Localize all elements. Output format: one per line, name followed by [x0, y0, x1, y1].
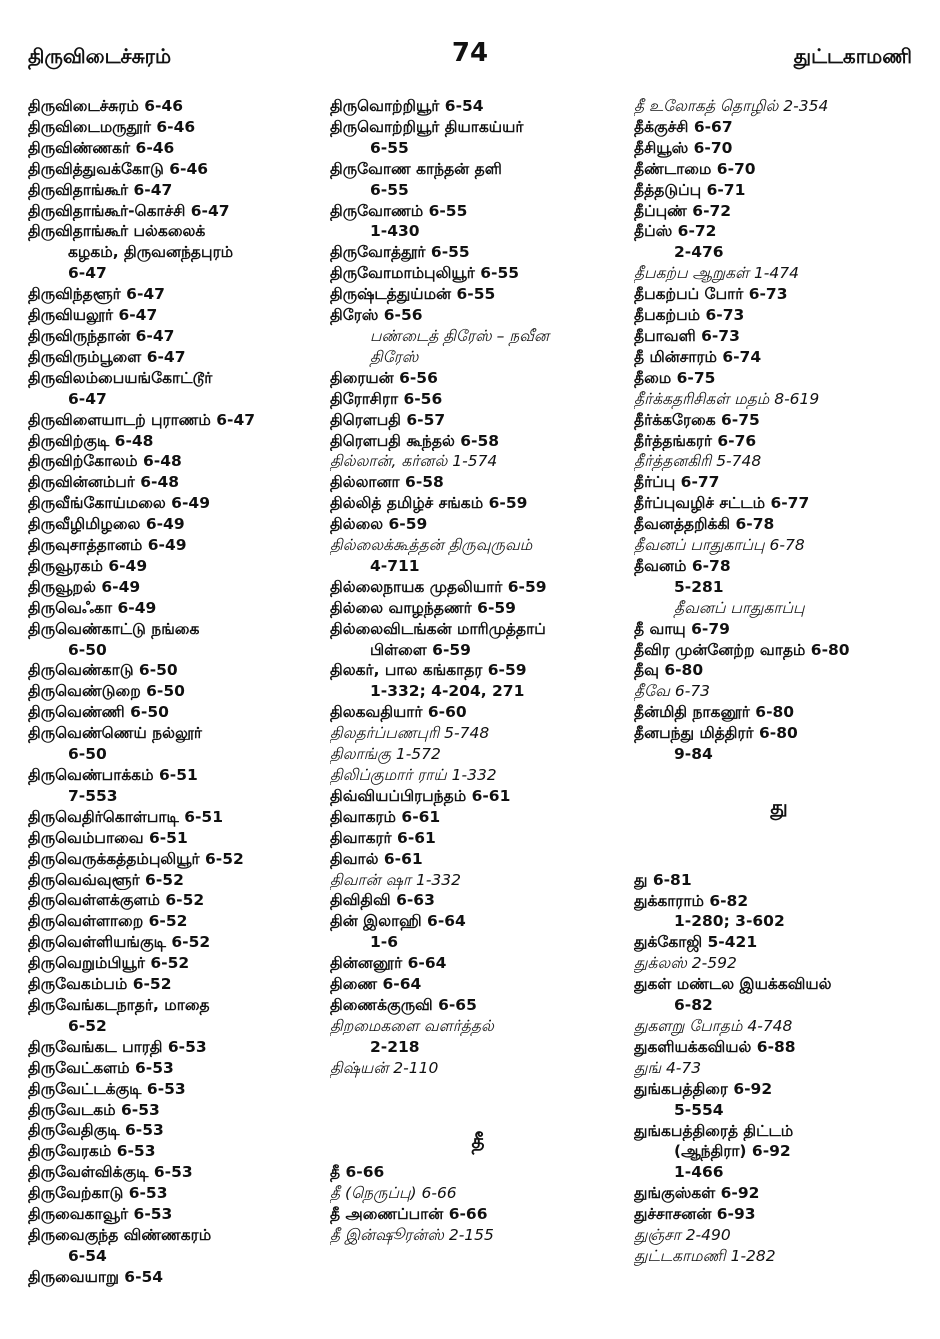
- index-column-1: [28, 96, 318, 1288]
- index-entry: திருவேகம்பம் 6-52: [28, 975, 172, 994]
- index-entry: துச்சாசனன் 6-93: [634, 1205, 756, 1224]
- index-entry-continuation: 2-218: [370, 1037, 420, 1056]
- index-entry: தீபகற்பம் 6-73: [634, 306, 745, 325]
- index-entry: திரேஸ் 6-56: [330, 306, 423, 325]
- index-entry: திருவேடகம் 6-53: [28, 1100, 160, 1119]
- index-entry-continuation: 1-280; 3-602: [674, 912, 785, 931]
- index-entry: திருவொற்றியூர் தியாகய்யர்: [330, 117, 524, 136]
- index-entry: திலகவதியார் 6-60: [330, 703, 467, 722]
- index-entry-continuation: 6-82: [674, 996, 713, 1015]
- index-entry: திரையன் 6-56: [330, 368, 438, 387]
- index-entry: தீபகற்ப ஆறுகள் 1-474: [634, 264, 799, 283]
- index-entry: துங் 4-73: [634, 1058, 702, 1077]
- index-entry: தீப்புண் 6-72: [634, 201, 732, 220]
- index-entry: திருவெண்பாக்கம் 6-51: [28, 766, 198, 784]
- index-entry-continuation: 6-50: [68, 745, 107, 764]
- index-entry: திருவிலம்பையங்கோட்டூர்: [28, 368, 213, 387]
- index-entry: தீர்க்கரேகை 6-75: [634, 410, 760, 429]
- index-entry: திருவெண்ணெய் நல்லூர்: [28, 724, 203, 743]
- index-entry: துங்கபத்திரைத் திட்டம்: [634, 1121, 794, 1140]
- index-entry: திருவேட்களம் 6-53: [28, 1058, 174, 1077]
- index-entry-continuation: 1-466: [674, 1163, 724, 1182]
- index-entry: திருவேங்கட பாரதி 6-53: [28, 1037, 207, 1056]
- index-entry: திருவையாறு 6-54: [28, 1267, 164, 1286]
- index-entry: தீவனத்தறிக்கி 6-78: [634, 515, 775, 534]
- index-entry: திருவிண்ணகர் 6-46: [28, 138, 175, 157]
- index-entry-continuation: திரேஸ்: [370, 347, 419, 366]
- index-entry: திருவெவ்வுளூர் 6-52: [28, 870, 184, 889]
- section-letter-heading: து: [770, 794, 788, 819]
- index-entry: திவ்வியப்பிரபந்தம் 6-61: [330, 786, 511, 805]
- index-entry: திலிப்குமார் ராய் 1-332: [330, 766, 497, 784]
- index-entry: திறமைகளை வளர்த்தல்: [330, 1016, 494, 1035]
- index-entry: திவாகரர் 6-61: [330, 828, 436, 847]
- index-entry: தீவே 6-73: [634, 682, 711, 701]
- index-entry: தீர்த்தங்கரர் 6-76: [634, 431, 757, 450]
- index-entry: துங்கபத்திரை 6-92: [634, 1079, 773, 1098]
- index-entry: தீமை 6-75: [634, 368, 716, 387]
- index-entry-continuation: (ஆந்திரா) 6-92: [674, 1142, 791, 1161]
- index-entry: திருவித்துவக்கோடு 6-46: [28, 159, 209, 178]
- index-entry-continuation: 6-55: [370, 180, 409, 199]
- index-entry-continuation: பிள்ளை 6-59: [370, 640, 471, 659]
- index-entry-continuation: 6-47: [68, 389, 107, 408]
- page-header: [28, 38, 912, 78]
- page-number: 74: [451, 38, 489, 68]
- index-entry: தீவனம் 6-78: [634, 556, 731, 575]
- index-entry: திருவெஃகா 6-49: [28, 598, 157, 617]
- index-entry: திருவேற்காடு 6-53: [28, 1184, 168, 1203]
- index-entry: திருவேரகம் 6-53: [28, 1142, 156, 1161]
- index-entry: திருவைகுந்த விண்ணகரம்: [28, 1225, 212, 1244]
- index-entry: தீபாவளி 6-73: [634, 326, 740, 345]
- index-entry-continuation: 6-50: [68, 640, 107, 659]
- index-entry: துகள் மண்டல இயக்கவியல்: [634, 975, 832, 994]
- index-entry: தீவிர முன்னேற்ற வாதம் 6-80: [634, 640, 850, 659]
- index-entry: திருவின்னம்பர் 6-48: [28, 473, 180, 492]
- index-entry-continuation: 6-47: [68, 264, 107, 283]
- index-entry: திருவோண காந்தன் தளி: [330, 159, 502, 178]
- index-entry-continuation: 1-430: [370, 222, 420, 241]
- index-entry: தீ அணைப்பான் 6-66: [330, 1205, 488, 1224]
- index-entry: துங்குஸ்கள் 6-92: [634, 1184, 760, 1203]
- index-entry-continuation: 4-711: [370, 556, 420, 575]
- index-entry-continuation: 6-54: [68, 1246, 107, 1265]
- index-entry: திவால் 6-61: [330, 849, 423, 868]
- index-entry: திருவேட்டக்குடி 6-53: [28, 1079, 186, 1098]
- index-entry: திருவேதிகுடி 6-53: [28, 1121, 164, 1140]
- index-entry: திரோசிரா 6-56: [330, 389, 443, 408]
- index-entry: து 6-81: [634, 870, 692, 889]
- index-entry: தில்லித் தமிழ்ச் சங்கம் 6-59: [330, 494, 528, 513]
- index-entry: தீபகற்பப் போர் 6-73: [634, 285, 788, 304]
- index-entry: திரௌபதி 6-57: [330, 410, 446, 429]
- index-entry: திரௌபதி கூந்தல் 6-58: [330, 431, 500, 450]
- index-entry: திருவெம்பாவை 6-51: [28, 828, 188, 847]
- index-entry: திருவிதாங்கூர் பல்கலைக்: [28, 222, 206, 241]
- spacer: [634, 849, 924, 870]
- index-entry: திருவிரும்பூளை 6-47: [28, 347, 186, 366]
- index-entry: திலாங்கு 1-572: [330, 745, 441, 764]
- index-entry: தீ உலோகத் தொழில் 2-354: [634, 97, 829, 115]
- index-entry: தில்லான், கர்னல் 1-574: [330, 452, 498, 471]
- index-entry: திருவெண்டுறை 6-50: [28, 682, 185, 701]
- index-entry-continuation: 6-52: [68, 1016, 107, 1035]
- index-entry: துக்காராம் 6-82: [634, 891, 749, 910]
- index-entry: தில்லைக்கூத்தன் திருவுருவம்: [330, 536, 533, 555]
- index-entry: திருவிதாங்கூர் 6-47: [28, 180, 173, 199]
- index-entry: தின்னனூர் 6-64: [330, 954, 447, 973]
- index-entry: திருவேள்விக்குடி 6-53: [28, 1163, 193, 1182]
- index-entry: திருவோமாம்புலியூர் 6-55: [330, 264, 520, 283]
- index-entry: திருவேங்கடநாதர், மாதை: [28, 995, 210, 1014]
- index-entry-continuation: 2-476: [674, 243, 724, 262]
- index-entry-continuation: 6-55: [370, 138, 409, 157]
- spacer: [634, 828, 924, 849]
- index-entry: தில்லானா 6-58: [330, 473, 444, 492]
- index-entry: தீர்ப்பு 6-77: [634, 473, 720, 492]
- index-entry: துஞ்சா 2-490: [634, 1226, 731, 1245]
- running-head-right: துட்டகாமணி: [793, 44, 912, 68]
- index-entry: தீ வாயு 6-79: [634, 619, 730, 638]
- index-entry: திஷ்யன் 2-110: [330, 1058, 439, 1077]
- index-entry: தில்லை வாழந்தணர் 6-59: [330, 598, 516, 617]
- index-entry: திவிதிவி 6-63: [330, 891, 435, 910]
- index-entry: திருவோணம் 6-55: [330, 201, 468, 220]
- index-entry: திருவூரகம் 6-49: [28, 556, 148, 575]
- index-entry: திருவிற்குடி 6-48: [28, 431, 154, 450]
- index-entry: திணை 6-64: [330, 975, 422, 994]
- index-entry: தின் இலாஹி 6-64: [330, 912, 466, 931]
- index-entry: திலகர், பால கங்காதர 6-59: [330, 661, 527, 680]
- index-entry: தில்லைவிடங்கன் மாரிமுத்தாப்: [330, 619, 546, 638]
- running-head-left: திருவிடைச்சுரம்: [28, 44, 172, 68]
- index-entry: திருவைகாவூர் 6-53: [28, 1205, 173, 1224]
- index-entry: தீத்தடுப்பு 6-71: [634, 180, 746, 199]
- section-letter-heading: தீ: [471, 1129, 485, 1154]
- index-entry: திருவுசாத்தானம் 6-49: [28, 536, 187, 555]
- index-entry: துக்லஸ் 2-592: [634, 954, 737, 973]
- index-entry: திருவெள்ளாறை 6-52: [28, 912, 188, 931]
- index-entry: திலதர்ப்பணபுரி 5-748: [330, 724, 490, 743]
- index-entry-continuation: தீவனப் பாதுகாப்பு: [674, 598, 805, 617]
- index-entry: திருவெறும்பியூர் 6-52: [28, 954, 190, 973]
- index-entry: துகளறு போதம் 4-748: [634, 1017, 793, 1036]
- index-entry: திருவியலூர் 6-47: [28, 306, 158, 325]
- index-entry: தீ (நெருப்பு) 6-66: [330, 1184, 457, 1203]
- spacer: [634, 765, 924, 786]
- index-entry-continuation: 1-332; 4-204, 271: [370, 682, 525, 701]
- index-entry: திருவிருந்தான் 6-47: [28, 326, 175, 345]
- index-entry: தீர்த்தனகிரி 5-748: [634, 452, 762, 471]
- index-entry: திருவொற்றியூர் 6-54: [330, 97, 484, 115]
- index-entry: திருவிடைமருதூர் 6-46: [28, 117, 196, 136]
- index-entry: திருவிற்கோலம் 6-48: [28, 452, 182, 471]
- index-entry: தில்லைநாயக முதலியார் 6-59: [330, 577, 547, 596]
- index-entry: தீசியூஸ் 6-70: [634, 138, 733, 157]
- index-entry: திருவூறல் 6-49: [28, 577, 141, 596]
- index-entry: தீன்மிதி நாகனூர் 6-80: [634, 703, 795, 722]
- index-entry-continuation: 7-553: [68, 786, 118, 805]
- index-column-2: [330, 96, 626, 1246]
- index-entry: துகளியக்கவியல் 6-88: [634, 1037, 796, 1056]
- index-entry-continuation: 1-6: [370, 933, 399, 952]
- index-entry: திருவெண்காடு 6-50: [28, 661, 178, 680]
- index-entry: திணைக்குருவி 6-65: [330, 995, 477, 1014]
- index-entry: திவான் ஷா 1-332: [330, 870, 462, 889]
- index-entry: தீ மின்சாரம் 6-74: [634, 347, 762, 366]
- index-entry: தீ 6-66: [330, 1163, 385, 1182]
- spacer: [330, 1079, 626, 1100]
- index-entry-continuation: கழகம், திருவனந்தபுரம்: [68, 243, 234, 262]
- index-entry: தீப்ஸ் 6-72: [634, 222, 717, 241]
- index-entry: திருவிந்தளூர் 6-47: [28, 285, 165, 304]
- index-entry: திருவோத்தூர் 6-55: [330, 243, 470, 262]
- index-entry: தீனபந்து மித்திரர் 6-80: [634, 724, 798, 743]
- index-entry: தீக்குச்சி 6-67: [634, 117, 733, 136]
- index-entry: திருவிடைச்சுரம் 6-46: [28, 97, 184, 115]
- index-entry: தீவனப் பாதுகாப்பு 6-78: [634, 536, 805, 555]
- index-entry: திருவெருக்கத்தம்புலியூர் 6-52: [28, 849, 244, 868]
- index-entry: திருவிளையாடற் புராணம் 6-47: [28, 410, 256, 429]
- index-entry: துக்கோஜி 5-421: [634, 933, 758, 952]
- index-entry: தீர்க்கதரிசிகள் மதம் 8-619: [634, 389, 820, 408]
- index-entry: திருவெள்ளக்குளம் 6-52: [28, 891, 205, 910]
- index-entry-continuation: 5-281: [674, 577, 724, 596]
- index-column-3: [634, 96, 924, 1267]
- index-entry: திருவிதாங்கூர்-கொச்சி 6-47: [28, 201, 230, 220]
- index-entry: தில்லை 6-59: [330, 515, 428, 534]
- index-entry: தீவு 6-80: [634, 661, 704, 680]
- index-entry-continuation: 5-554: [674, 1100, 724, 1119]
- index-entry: திருவீங்கோய்மலை 6-49: [28, 494, 210, 513]
- index-entry: தீர்ப்புவழிச் சட்டம் 6-77: [634, 494, 810, 513]
- spacer: [330, 1099, 626, 1120]
- index-entry: தீ இன்ஷூரன்ஸ் 2-155: [330, 1226, 494, 1245]
- index-entry: திருவெண்காட்டு நங்கை: [28, 619, 200, 638]
- index-entry: திருவெள்ளியங்குடி 6-52: [28, 933, 211, 952]
- index-entry-continuation: பண்டைத் திரேஸ் – நவீன: [370, 326, 550, 345]
- index-entry: திருவீழிமிழலை 6-49: [28, 515, 185, 534]
- index-entry: தீண்டாமை 6-70: [634, 159, 756, 178]
- index-entry: திவாகரம் 6-61: [330, 807, 441, 826]
- index-entry: திருவெதிர்கொள்பாடி 6-51: [28, 807, 223, 826]
- index-entry: திருவெண்ணி 6-50: [28, 703, 169, 722]
- index-entry-continuation: 9-84: [674, 745, 713, 764]
- index-entry: துட்டகாமணி 1-282: [634, 1246, 776, 1265]
- index-entry: திருஷ்டத்துய்மன் 6-55: [330, 285, 496, 304]
